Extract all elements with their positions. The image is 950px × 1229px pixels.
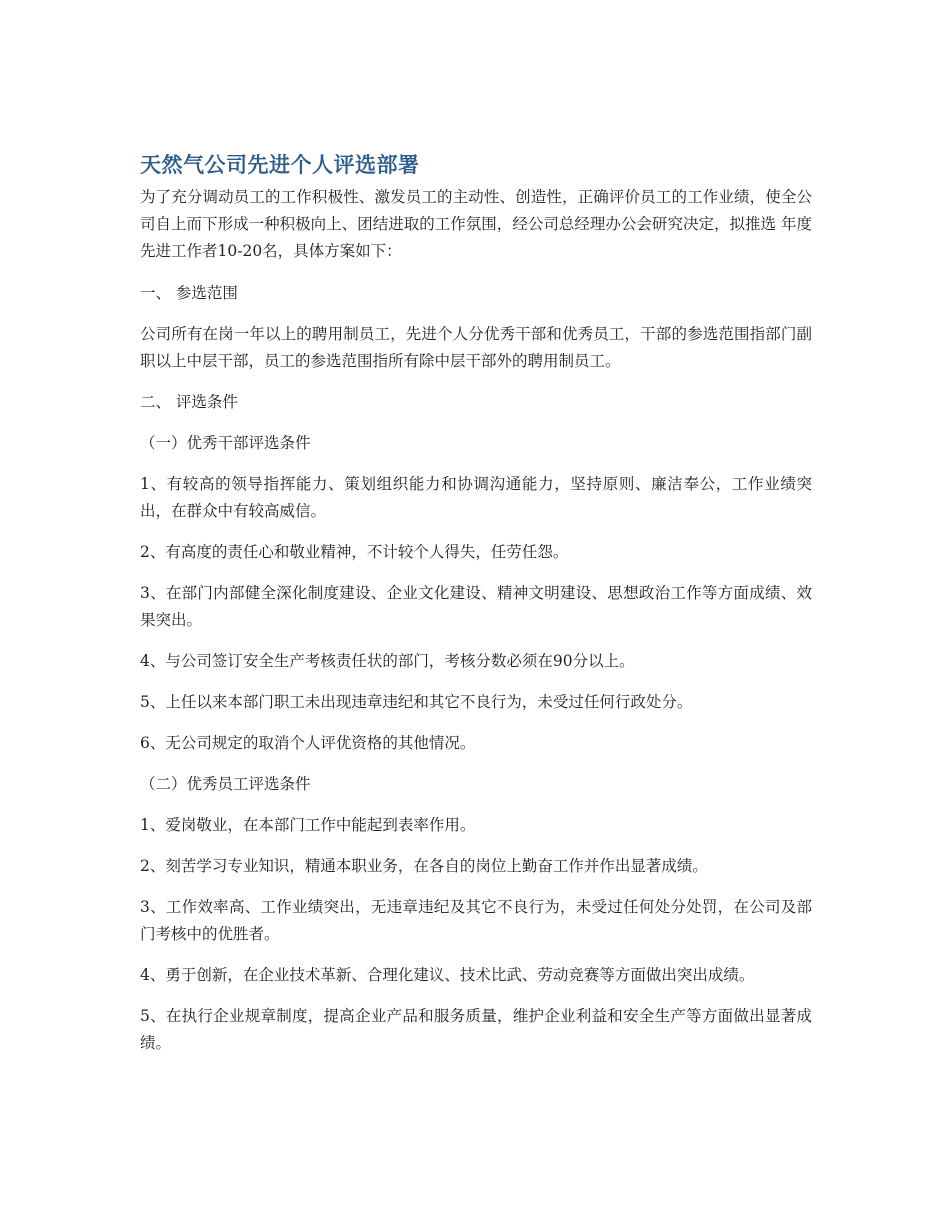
cadre-criterion-item: 5、上任以来本部门职工未出现违章违纪和其它不良行为，未受过任何行政处分。 bbox=[140, 693, 693, 711]
staff-criterion-item: 1、爱岗敬业，在本部门工作中能起到表率作用。 bbox=[140, 816, 476, 834]
cadre-criterion-item: 3、在部门内部健全深化制度建设、企业文化建设、精神文明建设、思想政治工作等方面成绩、效果突出。 bbox=[140, 584, 812, 629]
section-2-heading: 二、 评选条件 bbox=[140, 393, 238, 411]
cadre-criterion-item: 6、无公司规定的取消个人评优资格的其他情况。 bbox=[140, 734, 476, 752]
cadre-criterion-item: 1、有较高的领导指挥能力、策划组织能力和协调沟通能力，坚持原则、廉洁奉公，工作业绩突出，在群众中有较高威信。 bbox=[140, 475, 812, 520]
staff-criterion-item: 3、工作效率高、工作业绩突出，无违章违纪及其它不良行为，未受过任何处分处罚，在公司及部门考核中的优胜者。 bbox=[140, 898, 812, 943]
document-title: 天然气公司先进个人评选部署 bbox=[140, 153, 420, 177]
staff-criterion-item: 5、在执行企业规章制度，提高企业产品和服务质量，维护企业利益和安全生产等方面做出显著成绩。 bbox=[140, 1007, 812, 1052]
intro-paragraph: 为了充分调动员工的工作积极性、激发员工的主动性、创造性，正确评价员工的工作业绩，使全公司自上而下形成一种积极向上、团结进取的工作氛围，经公司总经理办公会研究决定，拟推选 年度先进工作者10-20名，具体方案如下： bbox=[140, 188, 812, 260]
cadre-criteria-heading: （一）优秀干部评选条件 bbox=[140, 434, 311, 452]
cadre-criterion-item: 4、与公司签订安全生产考核责任状的部门，考核分数必须在90分以上。 bbox=[140, 652, 635, 670]
cadre-criterion-item: 2、有高度的责任心和敬业精神，不计较个人得失，任劳任怨。 bbox=[140, 543, 569, 561]
document-page bbox=[140, 150, 812, 1071]
section-1-body: 公司所有在岗一年以上的聘用制员工，先进个人分优秀干部和优秀员工，干部的参选范围指部门副职以上中层干部，员工的参选范围指所有除中层干部外的聘用制员工。 bbox=[140, 325, 812, 370]
staff-criterion-item: 4、勇于创新，在企业技术革新、合理化建议、技术比武、劳动竞赛等方面做出突出成绩。 bbox=[140, 966, 755, 984]
section-1-heading: 一、 参选范围 bbox=[140, 284, 238, 302]
staff-criterion-item: 2、刻苦学习专业知识，精通本职业务，在各自的岗位上勤奋工作并作出显著成绩。 bbox=[140, 857, 708, 875]
staff-criteria-heading: （二）优秀员工评选条件 bbox=[140, 775, 311, 793]
